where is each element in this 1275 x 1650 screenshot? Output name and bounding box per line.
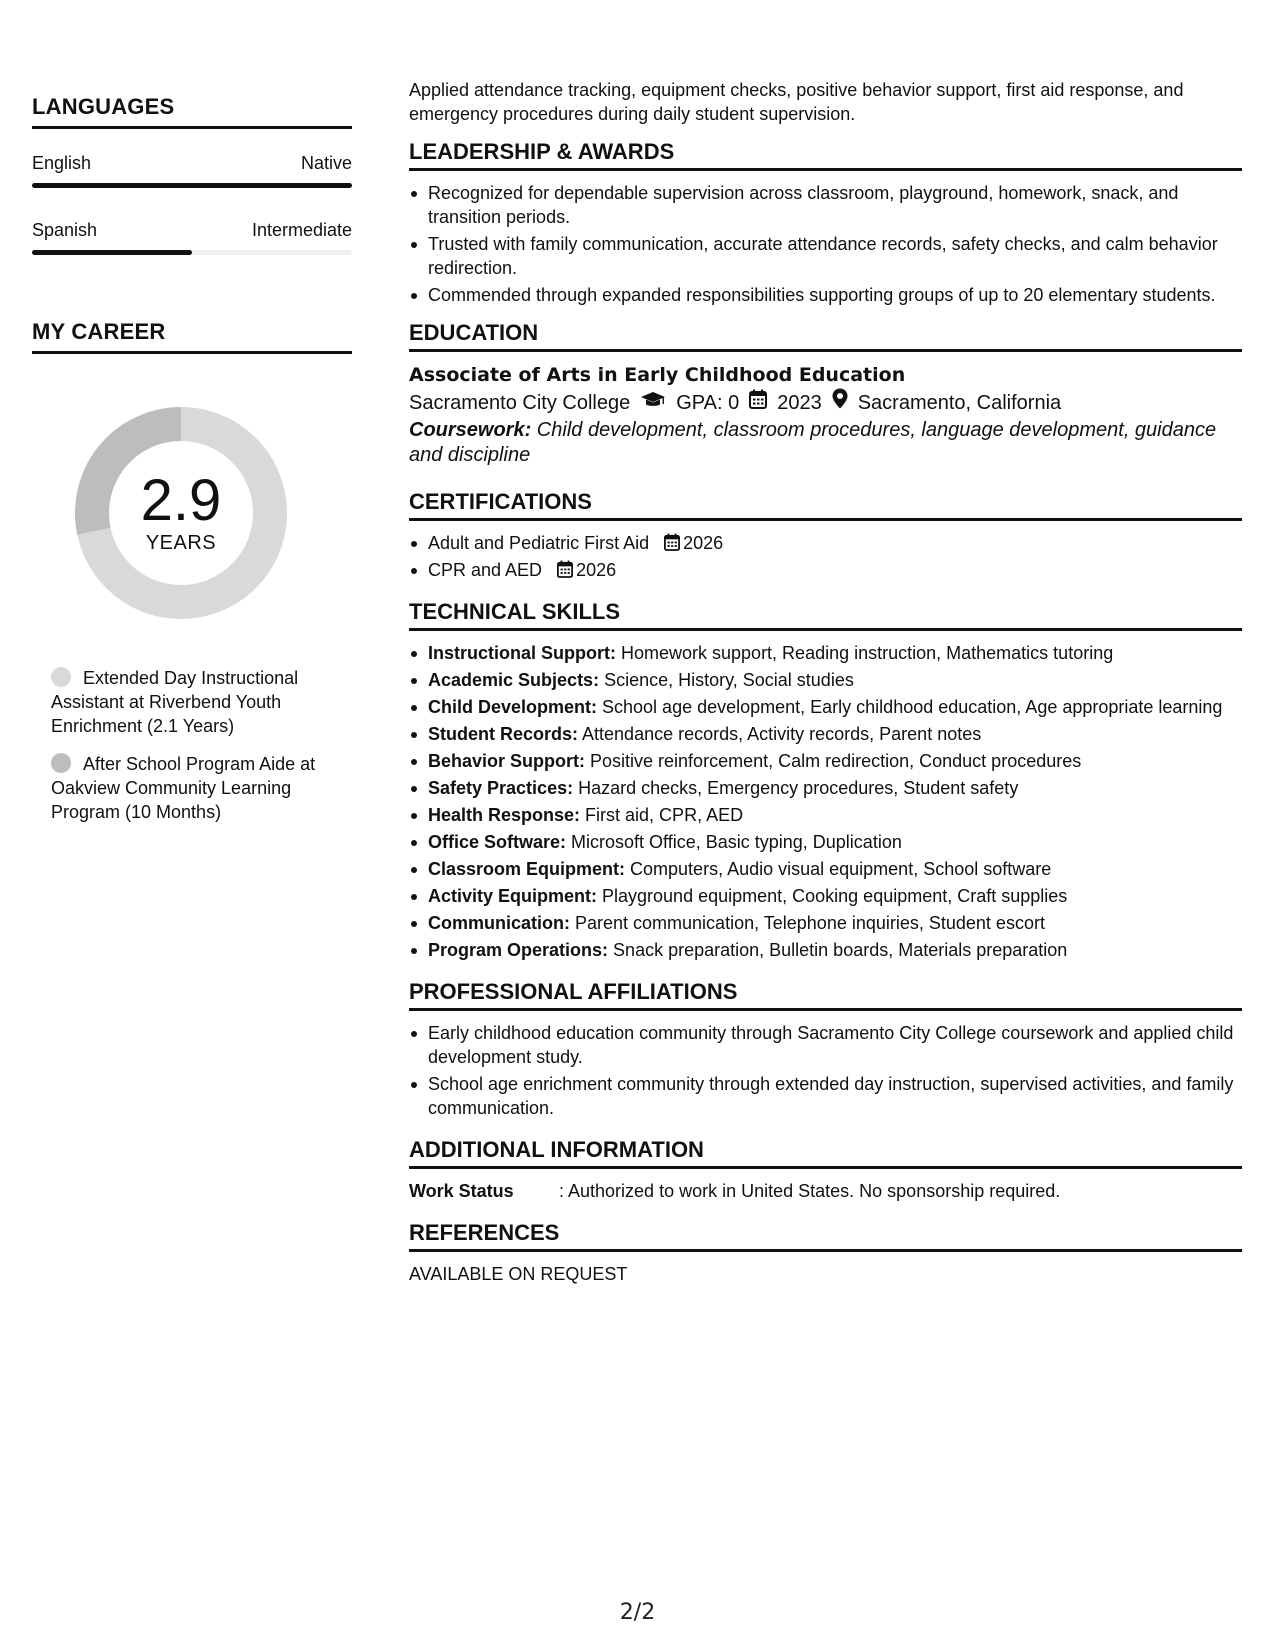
skill-values: Hazard checks, Emergency procedures, Student safety: [573, 778, 1019, 798]
career-legend-label: After School Program Aide at Oakview Community Learning Program (10 Months): [51, 754, 316, 822]
school-location: Sacramento, California: [857, 392, 1062, 414]
list-item: School age enrichment community through extended day instruction, supervised activities, and family communication.: [409, 1072, 1242, 1120]
education-section: [409, 321, 1242, 468]
skill-item: [409, 722, 1242, 746]
calendar-icon: [557, 560, 573, 578]
skill-item: [409, 641, 1242, 665]
career-legend-item: [51, 752, 341, 824]
skill-values: Homework support, Reading instruction, Mathematics tutoring: [616, 643, 1114, 663]
skill-values: Parent communication, Telephone inquiries, Student escort: [570, 913, 1045, 933]
skill-category: Behavior Support:: [428, 751, 586, 771]
additional-info-heading: ADDITIONAL INFORMATION: [409, 1138, 1242, 1169]
skill-item: [409, 911, 1242, 935]
affiliations-section: [409, 980, 1242, 1120]
sidebar: [32, 94, 352, 838]
language-proficiency-bar: [32, 183, 352, 188]
legend-dot-icon: [51, 753, 71, 773]
skill-values: School age development, Early childhood education, Age appropriate learning: [597, 697, 1223, 717]
certification-year: 2026: [576, 560, 617, 580]
career-legend-label: Extended Day Instructional Assistant at Riverbend Youth Enrichment (2.1 Years): [51, 668, 299, 736]
certification-item: [409, 531, 1242, 555]
skill-category: Health Response:: [428, 805, 581, 825]
location-pin-icon: [832, 388, 848, 418]
certification-date: [557, 560, 616, 580]
affiliations-heading: PROFESSIONAL AFFILIATIONS: [409, 980, 1242, 1011]
education-heading: EDUCATION: [409, 321, 1242, 352]
career-heading: MY CAREER: [32, 319, 352, 354]
skill-values: First aid, CPR, AED: [580, 805, 744, 825]
calendar-icon: [749, 388, 767, 418]
list-item: Trusted with family communication, accurate attendance records, safety checks, and calm behavior redirection.: [409, 232, 1242, 280]
language-level: Native: [300, 153, 352, 173]
skill-item: [409, 830, 1242, 854]
list-item: Commended through expanded responsibilities supporting groups of up to 20 elementary students.: [409, 283, 1242, 307]
degree-title: Associate of Arts in Early Childhood Education: [409, 364, 906, 386]
page-number: 2/2: [619, 1600, 656, 1625]
career-donut-chart: [66, 398, 296, 628]
legend-dot-icon: [51, 667, 71, 687]
certification-year: 2026: [683, 533, 724, 553]
gpa: GPA: 0: [676, 392, 740, 414]
certification-item: [409, 558, 1242, 582]
certification-date: [664, 533, 723, 553]
certification-name: Adult and Pediatric First Aid: [428, 533, 650, 553]
skill-category: Office Software:: [428, 832, 567, 852]
skill-category: Safety Practices:: [428, 778, 574, 798]
list-item: Recognized for dependable supervision across classroom, playground, homework, snack, and transition periods.: [409, 181, 1242, 229]
leadership-heading: LEADERSHIP & AWARDS: [409, 140, 1242, 171]
skill-item: [409, 776, 1242, 800]
additional-info-section: [409, 1138, 1242, 1203]
work-status-value: : Authorized to work in United States. No sponsorship required.: [559, 1181, 1061, 1201]
skill-category: Instructional Support:: [428, 643, 616, 663]
skill-values: Snack preparation, Bulletin boards, Materials preparation: [608, 940, 1068, 960]
skill-values: Positive reinforcement, Calm redirection, Conduct procedures: [585, 751, 1082, 771]
references-text: AVAILABLE ON REQUEST: [409, 1264, 628, 1284]
leadership-section: [409, 140, 1242, 307]
graduation-year: 2023: [777, 392, 822, 414]
language-spanish: [32, 218, 352, 255]
language-proficiency-bar: [32, 250, 352, 255]
graduation-cap-icon: [640, 388, 666, 418]
skill-item: [409, 803, 1242, 827]
language-proficiency-fill: [32, 183, 352, 188]
coursework-label: Coursework:: [409, 419, 532, 441]
career-total-value: 2.9: [140, 467, 222, 533]
references-heading: REFERENCES: [409, 1221, 1242, 1252]
list-item: Early childhood education community through Sacramento City College coursework and applied child development study.: [409, 1021, 1242, 1069]
skill-item: [409, 857, 1242, 881]
skill-item: [409, 668, 1242, 692]
language-english: [32, 151, 352, 188]
references-section: [409, 1221, 1242, 1286]
language-level: Intermediate: [251, 220, 352, 240]
skill-category: Student Records:: [428, 724, 579, 744]
certifications-section: [409, 490, 1242, 582]
skill-item: [409, 938, 1242, 962]
language-name: Spanish: [32, 220, 98, 240]
skill-values: Attendance records, Activity records, Parent notes: [578, 724, 982, 744]
coursework-text: Child development, classroom procedures, language development, guidance and discipline: [409, 419, 1217, 466]
skill-category: Academic Subjects:: [428, 670, 600, 690]
school-name: Sacramento City College: [409, 392, 631, 414]
certification-name: CPR and AED: [428, 560, 543, 580]
skill-values: Microsoft Office, Basic typing, Duplication: [566, 832, 902, 852]
skill-item: [409, 749, 1242, 773]
work-status-label: Work Status: [409, 1181, 514, 1201]
skill-category: Classroom Equipment:: [428, 859, 626, 879]
work-status-row: [409, 1179, 1242, 1203]
career-total-unit: YEARS: [145, 531, 217, 554]
skill-values: Science, History, Social studies: [599, 670, 854, 690]
skill-category: Program Operations:: [428, 940, 609, 960]
skills-section: [409, 600, 1242, 962]
coursework: [409, 418, 1242, 468]
skill-values: Playground equipment, Cooking equipment, Craft supplies: [597, 886, 1068, 906]
skill-item: [409, 695, 1242, 719]
skill-item: [409, 884, 1242, 908]
experience-continuation-text: Applied attendance tracking, equipment checks, positive behavior support, first aid response, and emergency procedures during daily student supervision.: [409, 80, 1184, 124]
career-legend: [51, 666, 341, 824]
language-proficiency-fill: [32, 250, 192, 255]
skill-category: Communication:: [428, 913, 570, 933]
skills-heading: TECHNICAL SKILLS: [409, 600, 1242, 631]
certifications-heading: CERTIFICATIONS: [409, 490, 1242, 521]
education-meta: [409, 388, 1242, 418]
skill-category: Child Development:: [428, 697, 598, 717]
skill-values: Computers, Audio visual equipment, School software: [625, 859, 1052, 879]
languages-heading: LANGUAGES: [32, 94, 352, 129]
calendar-icon: [664, 533, 680, 551]
language-name: English: [32, 153, 92, 173]
main-content: [409, 78, 1242, 1300]
career-legend-item: [51, 666, 341, 738]
skill-category: Activity Equipment:: [428, 886, 598, 906]
